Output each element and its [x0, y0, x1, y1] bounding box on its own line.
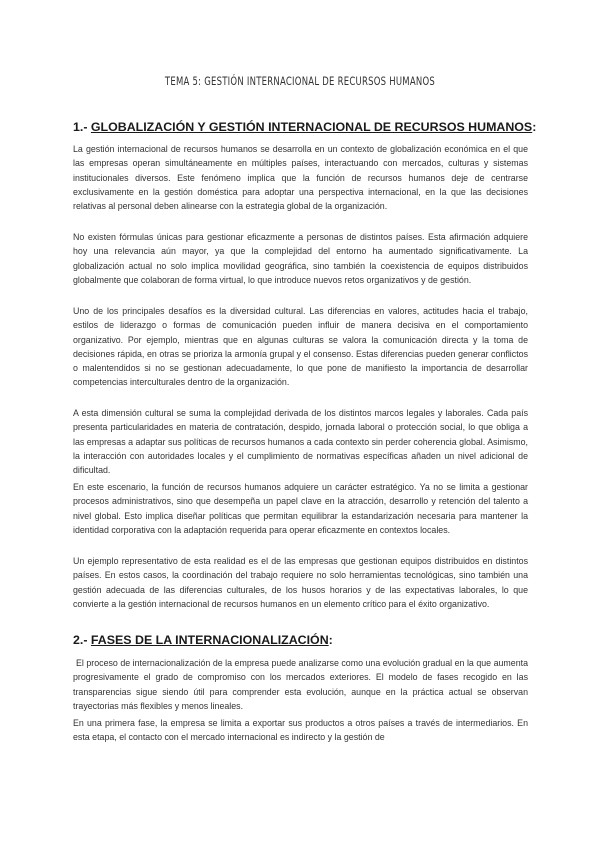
- document-title: TEMA 5: GESTIÓN INTERNACIONAL DE RECURSOS HUMANOS: [164, 74, 436, 88]
- section-1-paragraph-4: A esta dimensión cultural se suma la complejidad derivada de los distintos marcos legales y laborales. Cada país presenta particularidades en materia de contratación, despido, jornada laboral o protección social, lo que obliga a las empresas a adaptar sus políticas de recursos humanos a cada contexto sin perder coherencia global. Asimismo, la interacción con autoridades locales y el cumplimiento de normativas específicas añaden un nivel adicional de dificultad.: [73, 408, 528, 476]
- section-1-paragraph-5: En este escenario, la función de recursos humanos adquiere un carácter estratégico. Ya no se limita a gestionar procesos administrativos, sino que desempeña un papel clave en la atracción, desarrollo y retención del talento a nivel global. Esto implica diseñar políticas que permitan equilibrar la estandarización necesaria para mantener la identidad corporativa con la adaptación requerida para operar eficazmente en contextos locales.: [73, 482, 528, 535]
- section-1-paragraph-2: No existen fórmulas únicas para gestionar eficazmente a personas de distintos países. Esta afirmación adquiere hoy una relevancia aún mayor, ya que la complejidad del entorno ha aumentado significativamente. La globalización actual no solo implica movilidad geográfica, sino también la coexistencia de equipos distribuidos globalmente que colaboran de forma virtual, lo que introduce nuevos retos organizativos y de gestión.: [73, 232, 528, 285]
- section-1-paragraph-1: La gestión internacional de recursos humanos se desarrolla en un contexto de globalización económica en el que las empresas operan simultáneamente en múltiples países, interactuando con mercados, culturas y sistemas institucionales diversos. Este fenómeno implica que la función de recursos humanos deje de centrarse exclusivamente en la gestión doméstica para adoptar una perspectiva internacional, en la que las decisiones relativas al personal deben alinearse con la estrategia global de la organización.: [73, 144, 528, 212]
- section-2-number: 2.-: [73, 633, 88, 647]
- section-2-colon: :: [328, 633, 333, 647]
- section-2-heading: [73, 633, 533, 647]
- section-1-number: 1.-: [73, 120, 88, 134]
- section-1-heading: [73, 120, 537, 134]
- section-1-title: GLOBALIZACIÓN Y GESTIÓN INTERNACIONAL DE RECURSOS HUMANOS: [90, 120, 533, 134]
- section-2-paragraph-1: El proceso de internacionalización de la empresa puede analizarse como una evolución gradual en la que aumenta progresivamente el grado de compromiso con los mercados exteriores. El modelo de fases recogido en las transparencias sigue siendo útil para comprender esta evolución, aunque en la práctica actual se observan trayectorias más flexibles y menos lineales.: [73, 658, 528, 711]
- section-1-paragraph-6: Un ejemplo representativo de esta realidad es el de las empresas que gestionan equipos distribuidos en distintos países. En estos casos, la coordinación del trabajo requiere no solo herramientas tecnológicas, sino también una gestión adecuada de las diferencias culturales, de los husos horarios y de las expectativas laborales, lo que convierte a la gestión internacional de recursos humanos en un elemento crítico para el éxito organizativo.: [73, 556, 528, 609]
- section-2-title: FASES DE LA INTERNACIONALIZACIÓN: [90, 633, 329, 647]
- section-1-paragraph-3: Uno de los principales desafíos es la diversidad cultural. Las diferencias en valores, actitudes hacia el trabajo, estilos de liderazgo o formas de comunicación pueden influir de manera decisiva en el comportamiento organizativo. Por ejemplo, mientras que en algunas culturas se valora la comunicación directa y la toma de decisiones rápida, en otras se prioriza la armonía grupal y el consenso. Estas diferencias pueden generar conflictos o malentendidos si no se gestionan adecuadamente, lo que pone de manifiesto la importancia de desarrollar competencias interculturales dentro de la organización.: [73, 306, 528, 388]
- section-1-colon: :: [532, 120, 537, 134]
- section-2-paragraph-2: En una primera fase, la empresa se limita a exportar sus productos a otros países a través de intermediarios. En esta etapa, el contacto con el mercado internacional es indirecto y la gestión de: [73, 718, 528, 743]
